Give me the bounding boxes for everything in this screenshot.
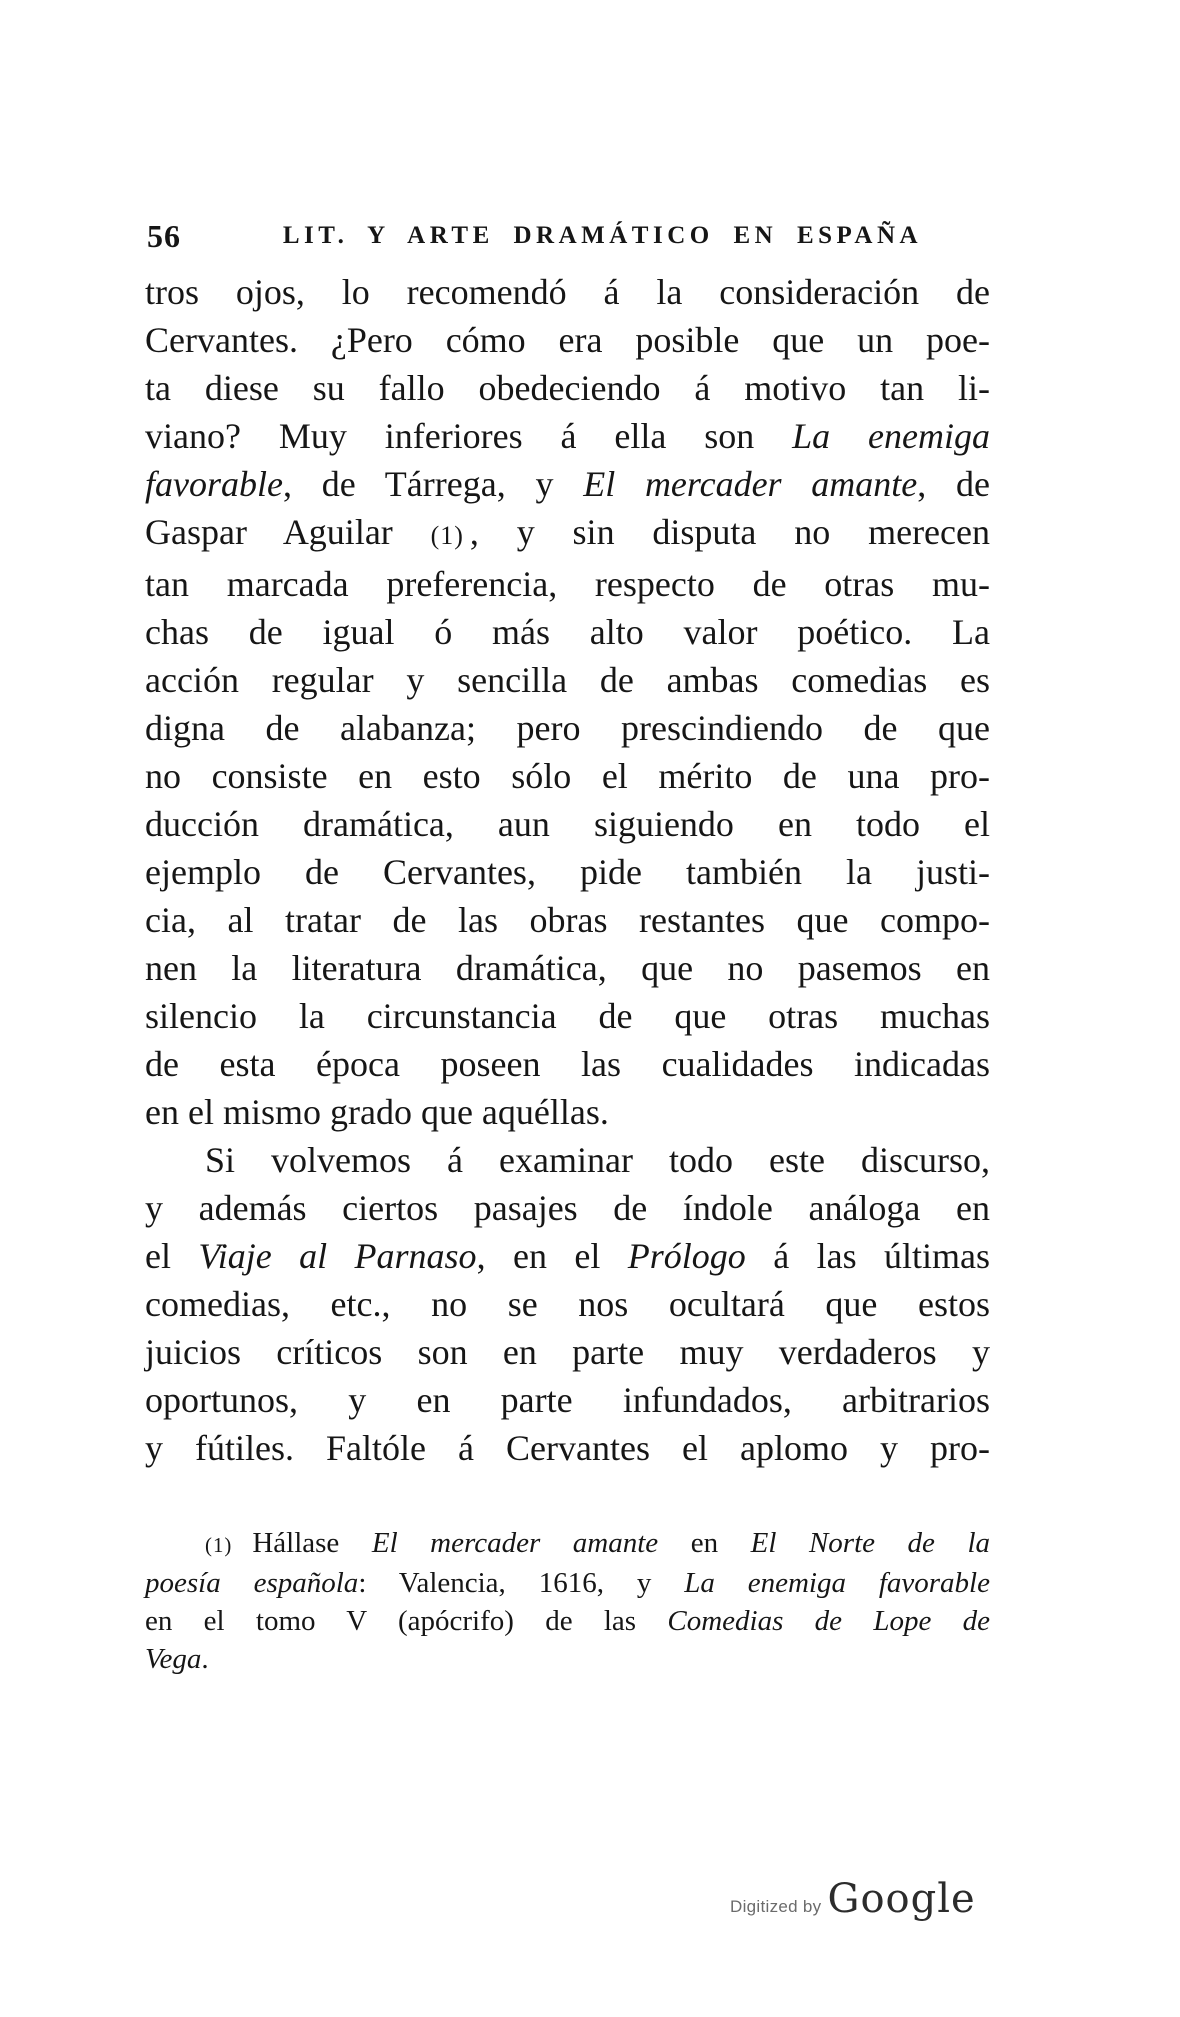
text-segment: digna de alabanza; pero prescindiendo de que	[145, 708, 990, 748]
text-segment: nen la literatura dramática, que no pasemos en	[145, 948, 990, 988]
text-segment: El mercader amante	[583, 464, 918, 504]
text-line	[145, 460, 990, 508]
text-line	[145, 1424, 990, 1472]
google-watermark	[730, 1876, 976, 1922]
text-segment: tan marcada preferencia, respecto de otras mu-	[145, 564, 990, 604]
text-line	[145, 364, 990, 412]
text-line	[145, 1232, 990, 1280]
running-head	[145, 218, 990, 258]
text-line	[145, 704, 990, 752]
text-segment: El mercader amante	[371, 1527, 659, 1559]
text-segment: , y sin disputa no merecen	[469, 512, 990, 552]
text-segment: á las últimas	[745, 1236, 991, 1276]
text-segment: Cervantes. ¿Pero cómo era posible que un poe-	[145, 320, 990, 360]
text-segment: no consiste en esto sólo el mérito de una pro-	[145, 756, 990, 796]
page-body	[145, 268, 990, 1472]
text-line	[145, 1040, 990, 1088]
text-segment: en el mismo grado que aquéllas.	[145, 1092, 609, 1132]
text-line	[145, 944, 990, 992]
text-segment: La enemiga favorable	[684, 1567, 990, 1599]
text-segment: poesía española	[145, 1567, 359, 1599]
text-line	[145, 752, 990, 800]
text-line	[145, 656, 990, 704]
text-segment: en	[658, 1527, 751, 1559]
text-segment: Hállase	[252, 1527, 372, 1559]
text-segment: cia, al tratar de las obras restantes que compo-	[145, 900, 990, 940]
text-segment: , de	[917, 464, 991, 504]
text-line	[145, 896, 990, 944]
text-line	[145, 1376, 990, 1424]
text-line	[145, 560, 990, 608]
text-segment: Comedias de Lope de	[667, 1605, 990, 1637]
text-segment: silencio la circunstancia de que otras muchas	[145, 996, 990, 1036]
text-segment: oportunos, y en parte infundados, arbitrarios	[145, 1380, 990, 1420]
text-line	[145, 1136, 990, 1184]
text-segment: Prólogo	[627, 1236, 746, 1276]
text-line	[145, 992, 990, 1040]
text-segment: de esta época poseen las cualidades indicadas	[145, 1044, 990, 1084]
text-segment: , en el	[476, 1236, 628, 1276]
text-segment: El Norte de la	[750, 1527, 991, 1559]
text-segment: .	[201, 1643, 209, 1675]
text-line	[145, 268, 990, 316]
google-logo-text: Google	[827, 1876, 976, 1922]
text-line	[145, 1328, 990, 1376]
text-segment: ducción dramática, aun siguiendo en todo el	[145, 804, 990, 844]
text-line	[145, 1184, 990, 1232]
text-segment: Gaspar Aguilar	[145, 512, 431, 552]
text-segment: y fútiles. Faltóle á Cervantes el aplomo y pro-	[145, 1428, 990, 1468]
text-line	[145, 1564, 990, 1602]
text-segment: Viaje al Parnaso	[198, 1236, 477, 1276]
text-segment: y además ciertos pasajes de índole análoga en	[145, 1188, 990, 1228]
footnote-marker: (1)	[205, 1533, 233, 1557]
text-segment: tros ojos, lo recomendó á la consideración de	[145, 272, 990, 312]
text-segment: comedias, etc., no se nos ocultará que estos	[145, 1284, 990, 1324]
text-line	[145, 1524, 990, 1564]
text-segment: juicios críticos son en parte muy verdaderos y	[145, 1332, 990, 1372]
text-segment: favorable	[145, 464, 283, 504]
text-line	[145, 1280, 990, 1328]
text-line	[145, 508, 990, 560]
text-segment: , de Tárrega, y	[282, 464, 584, 504]
page-number: 56	[147, 218, 181, 254]
text-line	[145, 1640, 990, 1678]
text-segment: ejemplo de Cervantes, pide también la justi-	[145, 852, 990, 892]
footnote-marker: (1)	[430, 521, 464, 550]
digitized-by-label: Digitized by	[730, 1897, 822, 1916]
text-line	[145, 848, 990, 896]
text-segment: acción regular y sencilla de ambas comedias es	[145, 660, 990, 700]
text-line	[145, 800, 990, 848]
text-segment: Vega	[145, 1643, 202, 1675]
footnote	[145, 1524, 990, 1678]
text-line	[145, 412, 990, 460]
text-segment: Si volvemos á examinar todo este discurso,	[205, 1140, 990, 1180]
text-segment: en el tomo V (apócrifo) de las	[145, 1605, 668, 1637]
text-segment: chas de igual ó más alto valor poético. La	[145, 612, 990, 652]
text-segment: viano? Muy inferiores á ella son	[145, 416, 793, 456]
text-line	[145, 1088, 990, 1136]
text-line	[145, 1602, 990, 1640]
text-line	[145, 608, 990, 656]
text-segment: ta diese su fallo obedeciendo á motivo tan li-	[145, 368, 990, 408]
text-line	[145, 316, 990, 364]
text-segment: el	[145, 1236, 199, 1276]
text-segment: : Valencia, 1616, y	[358, 1567, 685, 1599]
running-title: LIT. Y ARTE DRAMÁTICO EN ESPAÑA	[282, 222, 923, 249]
text-segment: La enemiga	[792, 416, 990, 456]
